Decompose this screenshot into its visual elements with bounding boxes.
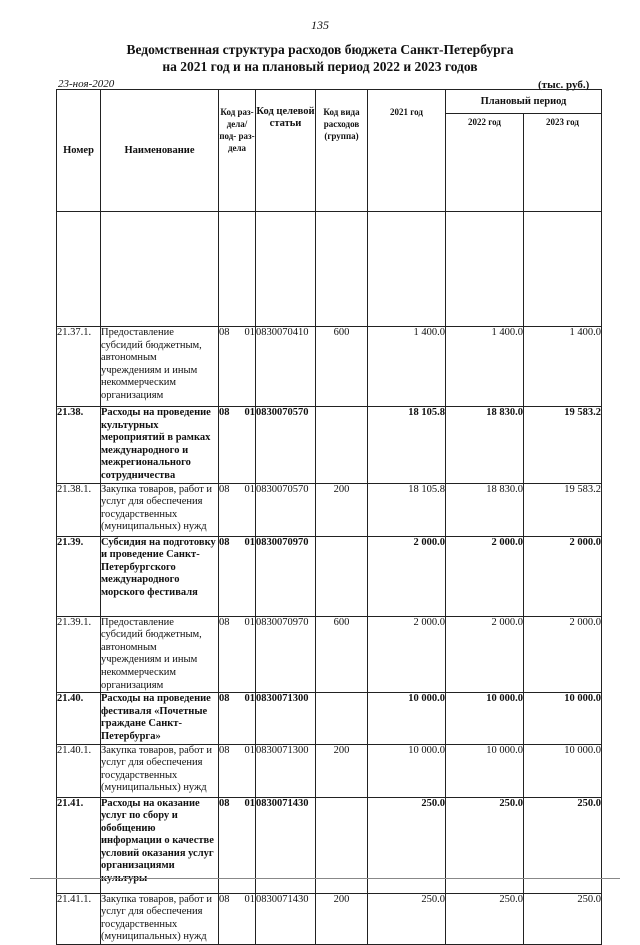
table-row [57,744,602,797]
row-name: Расходы на оказание услуг по сбору и обобщению информации о качестве условий оказания услуг организациями культуры [101,797,219,893]
table-row [57,893,602,944]
row-target-code: 0830070970 [256,536,316,616]
row-section-code [219,483,256,536]
units-label: (тыс. руб.) [538,79,590,91]
header-2023: 2023 год [524,114,602,212]
row-target-code: 0830071300 [256,744,316,797]
row-number: 21.39. [57,536,101,616]
row-section-code [219,744,256,797]
row-name: Субсидия на подготовку и проведение Санкт-Петербургского международного морского фестиваля [101,536,219,616]
section-code: 08 [219,797,230,809]
row-number: 21.40.1. [57,744,101,797]
table-row [57,327,602,407]
table-row [57,536,602,616]
row-amount-2021: 250.0 [368,893,446,944]
spacer-cell [256,212,316,327]
row-name: Предоставление субсидий бюджетным, автономным учреждениям и иным некоммерческим организациям [101,616,219,693]
row-group-code: 200 [316,744,368,797]
row-amount-2021: 10 000.0 [368,744,446,797]
header-number: Номер [57,90,101,212]
spacer-cell [316,212,368,327]
row-name: Закупка товаров, работ и услуг для обеспечения государственных (муниципальных) нужд [101,893,219,944]
row-amount-2021: 10 000.0 [368,693,446,744]
section-code: 08 [219,536,230,548]
section-code: 08 [219,327,230,338]
document-date: 23-ноя-2020 [58,78,115,90]
header-name: Наименование [101,90,219,212]
row-target-code: 0830070570 [256,483,316,536]
section-code: 08 [219,893,230,905]
spacer-cell [101,212,219,327]
header-target-code: Код целевой статьи [256,90,316,212]
row-target-code: 0830071300 [256,693,316,744]
row-group-code: 600 [316,616,368,693]
row-name: Предоставление субсидий бюджетным, автономным учреждениям и иным некоммерческим организациям [101,327,219,407]
subsection-code: 01 [244,744,255,756]
header-group-code: Код вида расходов (группа) [316,90,368,212]
row-amount-2023: 250.0 [524,797,602,893]
row-amount-2023: 19 583.2 [524,407,602,484]
row-section-code [219,407,256,484]
row-target-code: 0830070570 [256,407,316,484]
section-code: 08 [219,693,230,705]
row-number: 21.39.1. [57,616,101,693]
subsection-code: 01 [244,693,255,705]
row-group-code: 600 [316,327,368,407]
row-amount-2023: 19 583.2 [524,483,602,536]
section-code: 08 [219,483,230,495]
row-amount-2021: 1 400.0 [368,327,446,407]
row-name: Закупка товаров, работ и услуг для обеспечения государственных (муниципальных) нужд [101,483,219,536]
spacer-cell [57,212,101,327]
spacer-cell [368,212,446,327]
subsection-code: 01 [244,327,255,338]
row-target-code: 0830071430 [256,797,316,893]
section-code: 08 [219,407,230,418]
subsection-code: 01 [244,797,255,809]
row-group-code [316,536,368,616]
header-planned-period: Плановый период [446,90,602,114]
row-group-code: 200 [316,893,368,944]
row-section-code [219,616,256,693]
row-section-code [219,893,256,944]
page-number: 135 [311,18,329,32]
header-2021: 2021 год [368,90,446,212]
row-amount-2022: 250.0 [446,797,524,893]
row-target-code: 0830070970 [256,616,316,693]
row-amount-2022: 18 830.0 [446,483,524,536]
row-amount-2022: 10 000.0 [446,744,524,797]
row-number: 21.41. [57,797,101,893]
budget-table [56,89,602,945]
table-row [57,483,602,536]
section-code: 08 [219,744,230,756]
row-amount-2023: 2 000.0 [524,536,602,616]
section-code: 08 [219,616,230,628]
table-body [57,212,602,945]
row-amount-2021: 18 105.8 [368,483,446,536]
title-line-1: Ведомственная структура расходов бюджета Санкт-Петербурга [126,42,514,57]
subsection-code: 01 [244,536,255,548]
subsection-code: 01 [244,407,255,418]
row-amount-2023: 250.0 [524,893,602,944]
row-amount-2021: 2 000.0 [368,616,446,693]
bottom-rule [30,878,620,879]
row-section-code [219,693,256,744]
row-amount-2022: 10 000.0 [446,693,524,744]
header-2022: 2022 год [446,114,524,212]
document-title [0,41,640,75]
row-amount-2023: 10 000.0 [524,744,602,797]
row-group-code [316,407,368,484]
row-amount-2023: 10 000.0 [524,693,602,744]
row-amount-2021: 2 000.0 [368,536,446,616]
table-header [57,90,602,212]
row-group-code [316,693,368,744]
spacer-cell [219,212,256,327]
row-name: Закупка товаров, работ и услуг для обеспечения государственных (муниципальных) нужд [101,744,219,797]
subsection-code: 01 [244,483,255,495]
table-row [57,693,602,744]
row-amount-2021: 250.0 [368,797,446,893]
table-row [57,616,602,693]
row-amount-2023: 2 000.0 [524,616,602,693]
row-amount-2023: 1 400.0 [524,327,602,407]
row-number: 21.41.1. [57,893,101,944]
table-row [57,407,602,484]
row-amount-2022: 18 830.0 [446,407,524,484]
row-group-code: 200 [316,483,368,536]
row-section-code [219,327,256,407]
row-amount-2022: 250.0 [446,893,524,944]
header-spacer-row [57,212,602,327]
spacer-cell [524,212,602,327]
row-number: 21.37.1. [57,327,101,407]
row-amount-2021: 18 105.8 [368,407,446,484]
subsection-code: 01 [244,616,255,628]
subsection-code: 01 [244,893,255,905]
row-amount-2022: 2 000.0 [446,616,524,693]
header-section-code: Код раз- дела/ под- раз- дела [219,90,256,212]
row-amount-2022: 1 400.0 [446,327,524,407]
row-name: Расходы на проведение фестиваля «Почетные граждане Санкт-Петербурга» [101,693,219,744]
row-amount-2022: 2 000.0 [446,536,524,616]
row-section-code [219,536,256,616]
row-name: Расходы на проведение культурных мероприятий в рамках международного и межрегионального сотрудничества [101,407,219,484]
row-target-code: 0830071430 [256,893,316,944]
row-number: 21.38.1. [57,483,101,536]
row-target-code: 0830070410 [256,327,316,407]
spacer-cell [446,212,524,327]
title-line-2: на 2021 год и на плановый период 2022 и 2023 годов [162,59,478,74]
row-number: 21.40. [57,693,101,744]
row-number: 21.38. [57,407,101,484]
